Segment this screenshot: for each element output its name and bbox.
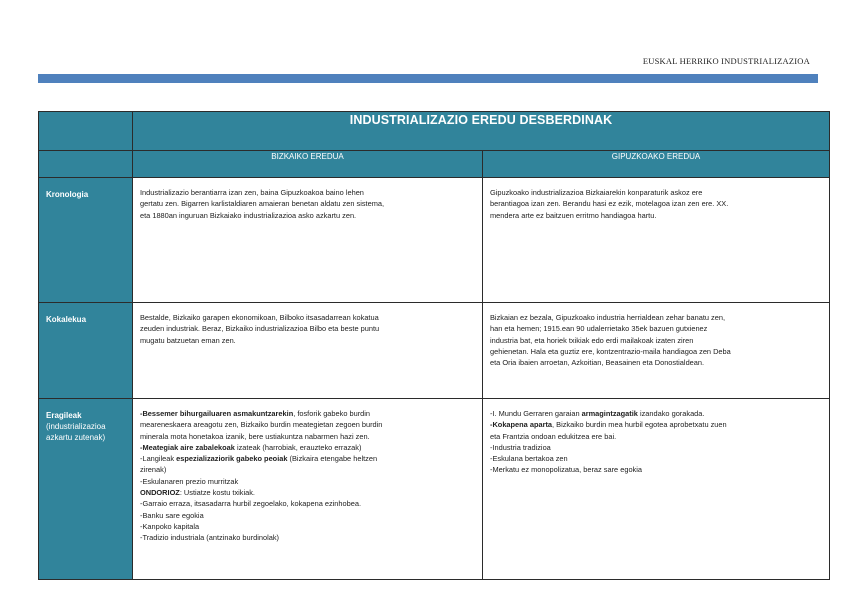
text-line: minerala mota honetakoa izanik, bere ustiakuntza nabarmen hazi zen. bbox=[140, 431, 370, 441]
text-run: , Bizkaiko burdin mea hurbil egotea aprobetxatu zuen bbox=[552, 420, 727, 430]
text-run: izateak (harrobiak, erauzteko errazak) bbox=[234, 442, 362, 452]
comparison-table bbox=[38, 111, 830, 580]
kokalekua-gipuzkoa-cell bbox=[483, 303, 830, 399]
text-line: zeuden industriak. Beraz, Bizkaiko industrializazioa Bilbo eta beste puntu bbox=[140, 324, 380, 334]
bold-phrase: -Kokapena aparta bbox=[490, 420, 553, 430]
text-run: , fosforik gabeko burdin bbox=[293, 409, 371, 418]
row-label-note: azkartu zutenak) bbox=[46, 433, 106, 442]
header-rule-bar bbox=[38, 74, 818, 83]
table-row bbox=[39, 178, 830, 303]
row-label-note: (industrializazioa bbox=[46, 422, 106, 431]
text-line bbox=[140, 453, 476, 464]
kronologia-gipuzkoa-cell bbox=[483, 178, 830, 303]
text-line: meareneskaera areagotu zen, Bizkaiko burdin meategietan zegoen burdin bbox=[140, 420, 383, 430]
text-line: han eta hemen; 1915.ean 90 udalerrietako 35ek bazuen gutxienez bbox=[490, 324, 708, 334]
eragileak-bizkaia-cell bbox=[133, 399, 483, 580]
text-line: Gipuzkoako industrializazioa Bizkaiarekin konparaturik askoz ere bbox=[490, 188, 703, 197]
text-line bbox=[140, 408, 476, 419]
bold-phrase: -Bessemer bihurgailuaren asmakuntzarekin bbox=[140, 409, 294, 418]
kokalekua-bizkaia-cell bbox=[133, 303, 483, 399]
text-line: -Garraio erraza, itsasadarra hurbil zegoelako, kokapena ezinhobea. bbox=[140, 499, 362, 509]
text-line: Industrializazio berantiarra izan zen, baina Gipuzkoakoa baino lehen bbox=[140, 188, 364, 197]
text-line: mendera arte ez baitzuen erritmo handiagoa hartu. bbox=[490, 210, 657, 220]
eragileak-gipuzkoa-cell bbox=[483, 399, 830, 580]
bold-phrase: espezializaziorik gabeko peoiak bbox=[176, 454, 288, 464]
column-header-gipuzkoa: GIPUZKOAKO EREDUA bbox=[483, 151, 830, 178]
header-corner-cell bbox=[39, 151, 133, 178]
text-line bbox=[490, 408, 823, 419]
text-line: Bizkaian ez bezala, Gipuzkoako industria herrialdean zehar banatu zen, bbox=[490, 313, 726, 322]
text-run: : Ustiatze kostu txikiak. bbox=[179, 488, 255, 498]
text-line bbox=[140, 442, 476, 453]
text-line bbox=[490, 419, 823, 430]
text-line: zirenak) bbox=[140, 465, 167, 475]
running-header-title: EUSKAL HERRIKO INDUSTRIALIZAZIOA bbox=[642, 56, 810, 66]
title-corner-cell bbox=[39, 112, 133, 151]
table-row bbox=[39, 303, 830, 399]
title-row bbox=[39, 112, 830, 151]
text-line: Bestalde, Bizkaiko garapen ekonomikoan, Bilboko itsasadarrean kokatua bbox=[140, 313, 379, 322]
text-line: -Eskulanaren prezio murritzak bbox=[140, 476, 239, 486]
text-run: (Bizkaira etengabe heltzen bbox=[287, 454, 378, 464]
table-title: INDUSTRIALIZAZIO EREDU DESBERDINAK bbox=[133, 112, 830, 151]
text-line: mugatu batzuetan eman zen. bbox=[140, 335, 236, 345]
row-label-eragileak bbox=[39, 399, 133, 580]
text-line: eta Frantzia ondoan edukitzea ere bai. bbox=[490, 431, 617, 441]
text-line: gertatu zen. Bigarren karlistaldiaren amaieran benetan aldatu zen sistema, bbox=[140, 199, 385, 209]
bold-phrase: -Meategiak aire zabalekoak bbox=[140, 442, 235, 452]
text-line: -Banku sare egokia bbox=[140, 510, 204, 520]
column-header-row bbox=[39, 151, 830, 178]
text-line: -Merkatu ez monopolizatua, beraz sare egokia bbox=[490, 465, 642, 475]
text-line: berantiagoa izan zen. Berandu hasi ez ezik, motelagoa izan zen ere. XX. bbox=[490, 199, 729, 209]
text-run: -I. Mundu Gerraren garaian bbox=[490, 409, 582, 418]
column-header-bizkaia: BIZKAIKO EREDUA bbox=[133, 151, 483, 178]
text-line: industria bat, eta horiek txikiak edo erdi mailakoak izaten ziren bbox=[490, 335, 694, 345]
text-line: -Tradizio industriala (antzinako burdinolak) bbox=[140, 533, 279, 543]
text-line: eta 1880an inguruan Bizkaiako industrializazioa asko azkartu zen. bbox=[140, 210, 357, 220]
text-run: -Langileak bbox=[140, 454, 177, 464]
text-line: eta Oria ibaien arroetan, Azkoitian, Beasainen eta Donostialdean. bbox=[490, 358, 705, 368]
row-label-text: Eragileak bbox=[46, 411, 82, 420]
row-label-kokalekua: Kokalekua bbox=[39, 303, 133, 399]
bold-phrase: ONDORIOZ bbox=[140, 488, 180, 498]
text-line: -Eskulana bertakoa zen bbox=[490, 454, 568, 464]
kronologia-bizkaia-cell bbox=[133, 178, 483, 303]
table-row bbox=[39, 399, 830, 580]
bold-phrase: armagintzagatik bbox=[581, 409, 638, 418]
text-line bbox=[140, 487, 476, 498]
row-label-kronologia: Kronologia bbox=[39, 178, 133, 303]
text-line: -Industria tradizioa bbox=[490, 442, 551, 452]
text-line: gehienetan. Hala eta guztiz ere, kontzentrazio-maila handiagoa zen Deba bbox=[490, 346, 731, 356]
text-line: -Kanpoko kapitala bbox=[140, 521, 200, 531]
text-run: izandako gorakada. bbox=[637, 409, 705, 418]
